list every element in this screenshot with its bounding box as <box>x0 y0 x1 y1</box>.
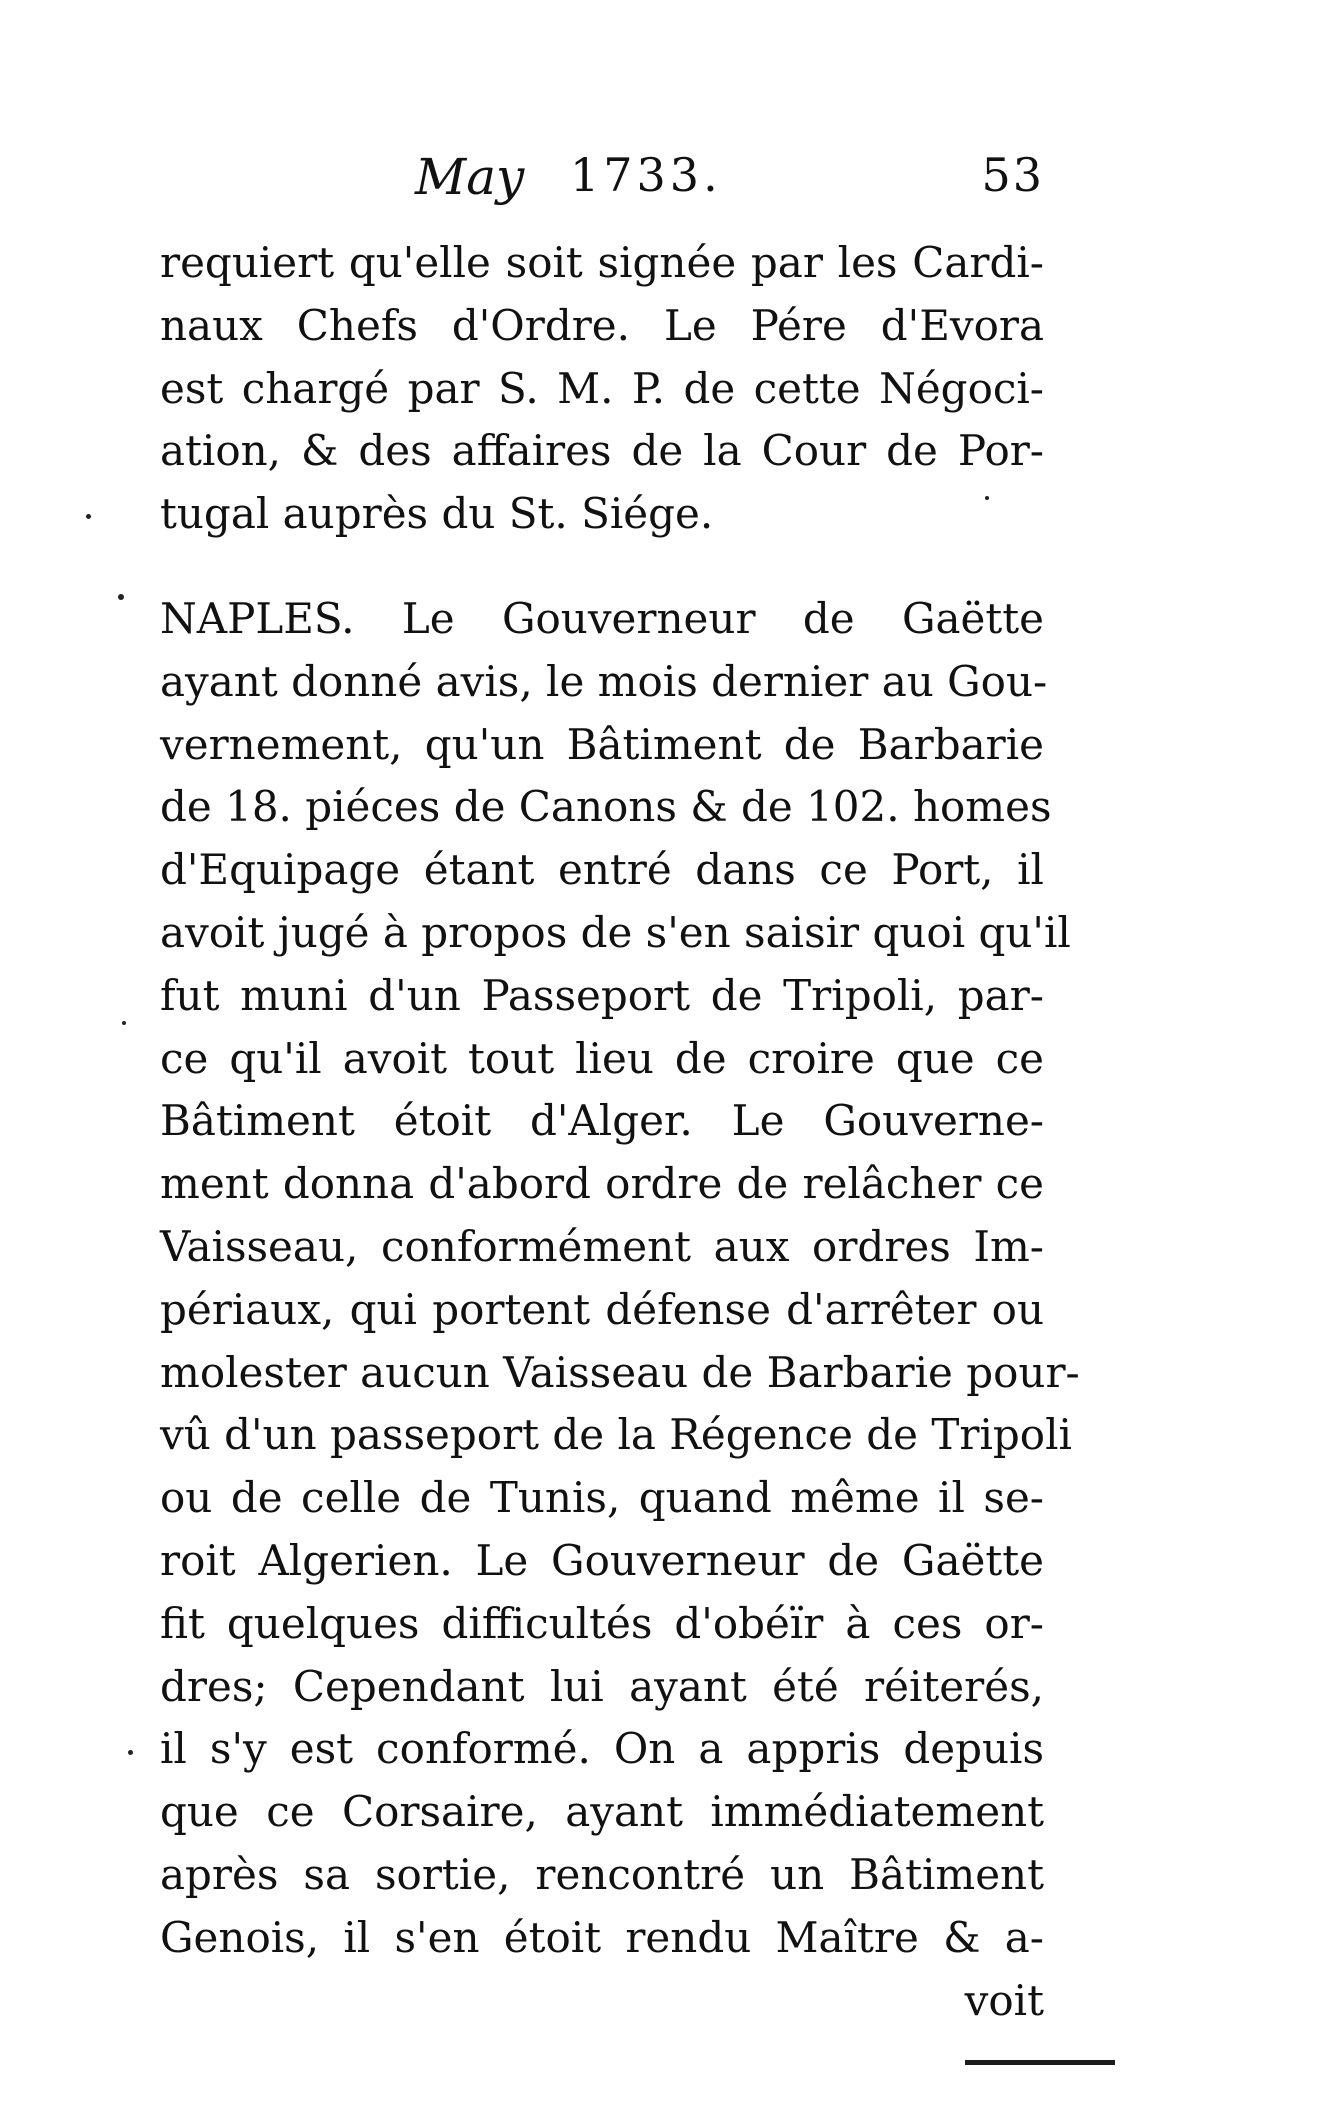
paragraph-gap <box>160 546 1044 588</box>
text-line: ayant donné avis, le mois dernier au Gou- <box>160 656 1048 706</box>
ink-speck <box>985 496 989 500</box>
body-text <box>160 232 1080 2032</box>
text-line: ce qu'il avoit tout lieu de croire que ce <box>160 1033 1044 1083</box>
text-line: vû d'un passeport de la Régence de Tripoli <box>160 1410 1072 1460</box>
text-line: ou de celle de Tunis, quand même il se- <box>160 1473 1044 1523</box>
ink-speck <box>86 514 91 519</box>
bottom-rule <box>965 2060 1115 2065</box>
text-line: fit quelques difficultés d'obéïr à ces or- <box>160 1598 1044 1648</box>
text-line: roit Algerien. Le Gouverneur de Gaëtte <box>160 1535 1044 1585</box>
text-line: de 18. piéces de Canons & de 102. homes <box>160 782 1052 832</box>
text-line: d'Equipage étant entré dans ce Port, il <box>160 845 1044 895</box>
text-line: Vaisseau, conformément aux ordres Im- <box>160 1221 1044 1271</box>
text-line: requiert qu'elle soit signée par les Cardi- <box>160 238 1044 287</box>
text-line: fut muni d'un Passeport de Tripoli, par- <box>160 970 1044 1020</box>
page-number: 53 <box>981 148 1044 202</box>
running-head-month: May <box>415 148 525 206</box>
text-line: avoit jugé à propos de s'en saisir quoi qu'il <box>160 907 1071 957</box>
running-head-year: 1733. <box>570 148 722 202</box>
text-line: périaux, qui portent défense d'arrêter ou <box>160 1284 1044 1334</box>
running-head <box>160 148 1044 212</box>
text-line: est chargé par S. M. P. de cette Négoci- <box>160 363 1044 413</box>
catchword: voit <box>964 1975 1044 2025</box>
text-line: vernement, qu'un Bâtiment de Barbarie <box>160 719 1044 769</box>
text-line: Bâtiment étoit d'Alger. Le Gouverne- <box>160 1096 1044 1146</box>
text-line: molester aucun Vaisseau de Barbarie pour- <box>160 1347 1080 1397</box>
text-line: après sa sortie, rencontré un Bâtiment <box>160 1849 1044 1899</box>
paragraph-first-line: NAPLES. Le Gouverneur de Gaëtte <box>160 593 1044 643</box>
text-line: Genois, il s'en étoit rendu Maître & a- <box>160 1912 1044 1962</box>
ink-speck <box>122 1021 126 1025</box>
text-line: naux Chefs d'Ordre. Le Pére d'Evora <box>160 300 1044 350</box>
text-line: il s'y est conformé. On a appris depuis <box>160 1724 1044 1774</box>
ink-speck <box>128 1750 133 1755</box>
text-line: dres; Cependant lui ayant été réiterés, <box>160 1661 1044 1711</box>
text-line: ment donna d'abord ordre de relâcher ce <box>160 1159 1044 1209</box>
ink-speck <box>118 594 124 600</box>
text-line: tugal auprès du St. Siége. <box>160 489 714 539</box>
text-line: ation, & des affaires de la Cour de Por- <box>160 426 1044 476</box>
text-line: que ce Corsaire, ayant immédiatement <box>160 1787 1044 1837</box>
